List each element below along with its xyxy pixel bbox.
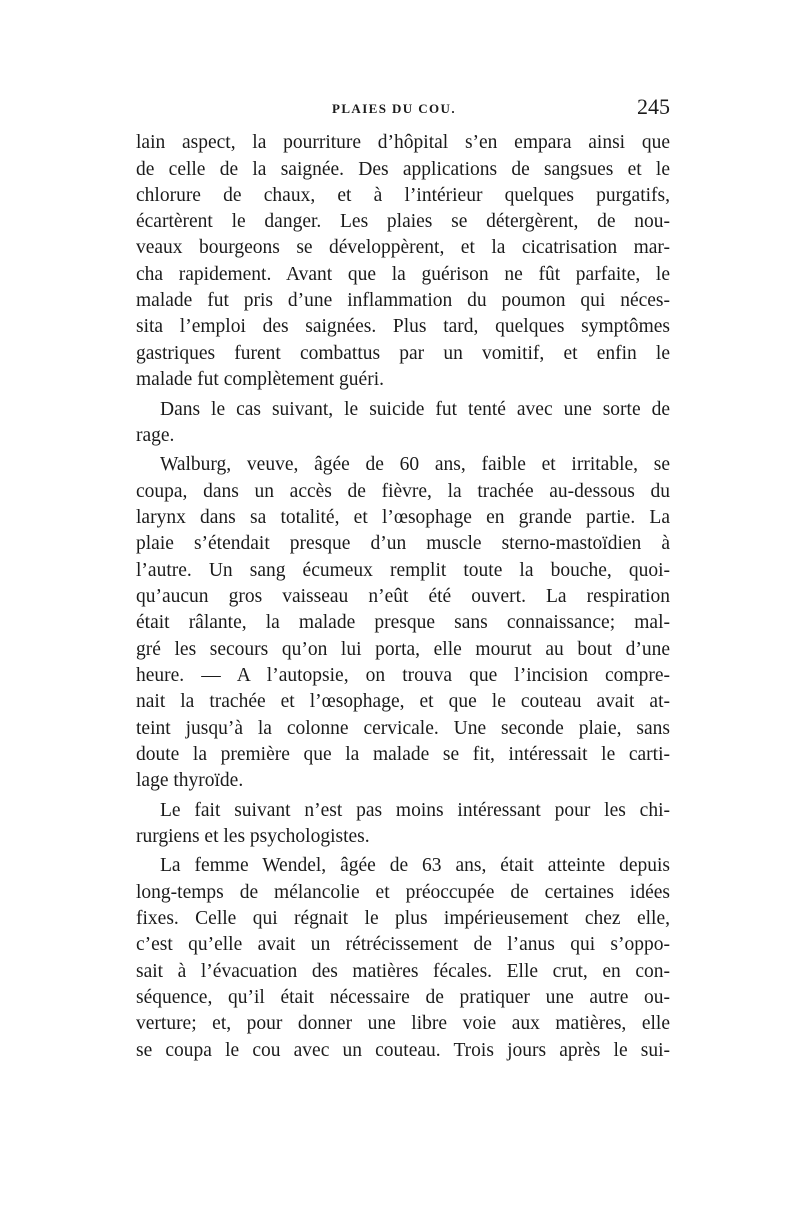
text-line: long-temps de mélancolie et préoccupée de certaines idées (136, 882, 670, 903)
text-line: heure. — A l’autopsie, on trouva que l’incision compre- (136, 665, 670, 686)
text-line: nait la trachée et l’œsophage, et que le couteau avait at- (136, 691, 670, 712)
text-line: lain aspect, la pourriture d’hôpital s’en empara ainsi que (136, 132, 670, 153)
text-line: verture; et, pour donner une libre voie aux matières, elle (136, 1013, 670, 1034)
text-line: rurgiens et les psychologistes. (136, 826, 370, 847)
text-line: Walburg, veuve, âgée de 60 ans, faible et irritable, se (160, 454, 670, 475)
page-header (136, 94, 670, 124)
text-line: rage. (136, 425, 175, 446)
text-line: était râlante, la malade presque sans connaissance; mal- (136, 612, 670, 633)
text-line: sita l’emploi des saignées. Plus tard, quelques symptômes (136, 316, 670, 337)
text-line: fixes. Celle qui régnait le plus impérieusement chez elle, (136, 908, 670, 929)
text-line: qu’aucun gros vaisseau n’eût été ouvert. La respiration (136, 586, 670, 607)
text-line: La femme Wendel, âgée de 63 ans, était atteinte depuis (160, 855, 670, 876)
text-line: sait à l’évacuation des matières fécales. Elle crut, en con- (136, 961, 670, 982)
text-line: gastriques furent combattus par un vomitif, et enfin le (136, 343, 670, 364)
text-line: teint jusqu’à la colonne cervicale. Une seconde plaie, sans (136, 718, 670, 739)
running-title: PLAIES DU COU. (332, 101, 456, 116)
text-line: plaie s’étendait presque d’un muscle sterno-mastoïdien à (136, 533, 670, 554)
page-number: 245 (637, 94, 670, 119)
text-line: cha rapidement. Avant que la guérison ne fût parfaite, le (136, 264, 670, 285)
text-line: l’autre. Un sang écumeux remplit toute la bouche, quoi- (136, 560, 670, 581)
text-line: veaux bourgeons se développèrent, et la cicatrisation mar- (136, 237, 670, 258)
text-line: Le fait suivant n’est pas moins intéressant pour les chi- (160, 800, 670, 821)
text-line: écartèrent le danger. Les plaies se détergèrent, de nou- (136, 211, 670, 232)
text-line: c’est qu’elle avait un rétrécissement de l’anus qui s’oppo- (136, 934, 670, 955)
text-line: larynx dans sa totalité, et l’œsophage en grande partie. La (136, 507, 670, 528)
text-line: de celle de la saignée. Des applications de sangsues et le (136, 159, 670, 180)
text-line: malade fut complètement guéri. (136, 369, 384, 390)
text-line: lage thyroïde. (136, 770, 244, 791)
text-line: doute la première que la malade se fit, intéressait le carti- (136, 744, 670, 765)
text-line: malade fut pris d’une inflammation du poumon qui néces- (136, 290, 670, 311)
text-line: Dans le cas suivant, le suicide fut tenté avec une sorte de (160, 399, 670, 420)
text-line: coupa, dans un accès de fièvre, la trachée au-dessous du (136, 481, 670, 502)
text-line: gré les secours qu’on lui porta, elle mourut au bout d’une (136, 639, 670, 660)
text-line: chlorure de chaux, et à l’intérieur quelques purgatifs, (136, 185, 670, 206)
text-line: séquence, qu’il était nécessaire de pratiquer une autre ou- (136, 987, 670, 1008)
text-line: se coupa le cou avec un couteau. Trois jours après le sui- (136, 1040, 670, 1061)
